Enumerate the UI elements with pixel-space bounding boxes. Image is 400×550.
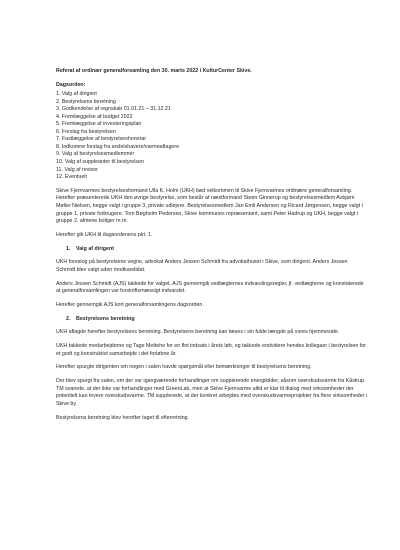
section-paragraph: UKH foreslog på bestyrelsens vegne, advokat Anders Jessen Schmidt fra advokathuset i Skive, som dirigent. Anders Jessen Schmidt blev valgt uden modkandidat. bbox=[56, 259, 348, 273]
section-number: 2. bbox=[66, 315, 71, 322]
agenda-item: 12. Eventuelt bbox=[56, 174, 87, 181]
transition-paragraph: Herefter gik UKH til dagsordenens pkt. 1. bbox=[56, 231, 153, 238]
section-paragraph: UKH takkede medarbejderne og Tage Mettehe for en flot indsats i årets løb, og takkede endvidere hendes kollegaer i bestyrelsen for et godt og konstruktivt samarbejde i det forløbne år. bbox=[56, 342, 366, 357]
agenda-item: 1. Valg af dirigent bbox=[56, 91, 97, 98]
section-paragraph: Der blev spurgt fra salen, om der var igangværende forhandlinger om supplerende energikilder, såsom overskudsvarme fra Kåstrup. TM svarede, at der ikke var forhandlinger med GreenLab, men at Skive Fjernvarme altid er klar til dialog med virksomheder der potentielt kan levere overskudsvarme. TM supplerede, at der konkret arbejdes med overskudsvarmeprojekter fra flere virksomheder i Skive by. bbox=[56, 377, 368, 407]
section-title: Bestyrelsens beretning bbox=[76, 315, 135, 322]
agenda-item: 6. Forslag fra bestyrelsen bbox=[56, 128, 116, 135]
agenda-item: 4. Fremlæggelse af budget 2022 bbox=[56, 113, 133, 120]
document-body bbox=[56, 68, 368, 428]
section-number: 1. bbox=[66, 245, 71, 252]
section-paragraph: Bestyrelsens beretning blev herefter taget til efterretning. bbox=[56, 414, 190, 421]
agenda-item: 11. Valg af revisor bbox=[56, 166, 98, 173]
agenda-item: 8. Indkomne forslag fra andelshavere/varmeaftagere bbox=[56, 143, 180, 150]
agenda-item: 3. Godkendelse af regnskab 01.01.21 – 31.12.21 bbox=[56, 106, 171, 113]
agenda-item: 10. Valg af suppleanter til bestyrelsen bbox=[56, 158, 144, 165]
agenda-list bbox=[56, 91, 368, 181]
intro-paragraph: Skive Fjernvarmes bestyrelsesformand Ulla K. Holm (UKH) bød velkommen til Skive Fjernvarmes ordinære generalforsamling. Herefter præsenterede UKH den øvrige bestyrelse, som består af næstformand Steen Ginnerup og bestyrelsesmedlem Asbjørn Møller Nielsen, begge valgt i gruppe 3, private udlejere. Bestyrelsesmedlem Jan Emil Andersen og Ricard Jørgensen, begge valgt i gruppe 1, private forbrugere. Tom Bøgholm Pedersen, Skive kommunes repræsentant, samt Peter Hadrup og UKH, begge valgt i gruppe 2, almene boliger m.m. bbox=[56, 187, 363, 225]
section-heading-dirigent bbox=[66, 246, 368, 254]
agenda-item: 5. Fremlæggelse af investeringsplan bbox=[56, 121, 142, 128]
section-paragraph: UKH aflagde herefter bestyrelsens beretning. Bestyrelsens beretning kan læses i sin fulde længde på vores hjemmeside. bbox=[56, 329, 340, 336]
section-paragraph: Herefter gennemgik AJS kort generalforsamlingens dagsorden. bbox=[56, 301, 204, 308]
agenda-item: 7. Fastlæggelse af bestyrelseshonorar bbox=[56, 136, 147, 143]
section-paragraph: Herefter spurgte dirigenten om nogen i salen havde spørgsmål eller bemærkninger til bestyrelsens beretning. bbox=[56, 364, 312, 371]
agenda-item: 9. Valg af bestyrelsesmedlemmer bbox=[56, 151, 135, 158]
agenda-item: 2. Bestyrelsens beretning bbox=[56, 98, 116, 105]
section-heading-beretning bbox=[66, 316, 368, 324]
section-title: Valg af dirigent bbox=[76, 245, 114, 252]
document-title: Referat af ordinær generalforsamling den 30. marts 2022 i KulturCenter Skive. bbox=[56, 68, 252, 74]
section-paragraph: Anders Jessen Schmidt (AJS) takkede for valget. AJS gennemgik vedtægternes indvarslingsregler, jf. vedtægterne og konstaterede at generalforsamlingen var forskriftsmæssigt indvarslet. bbox=[56, 280, 364, 295]
agenda-heading: Dagsorden: bbox=[56, 81, 86, 88]
